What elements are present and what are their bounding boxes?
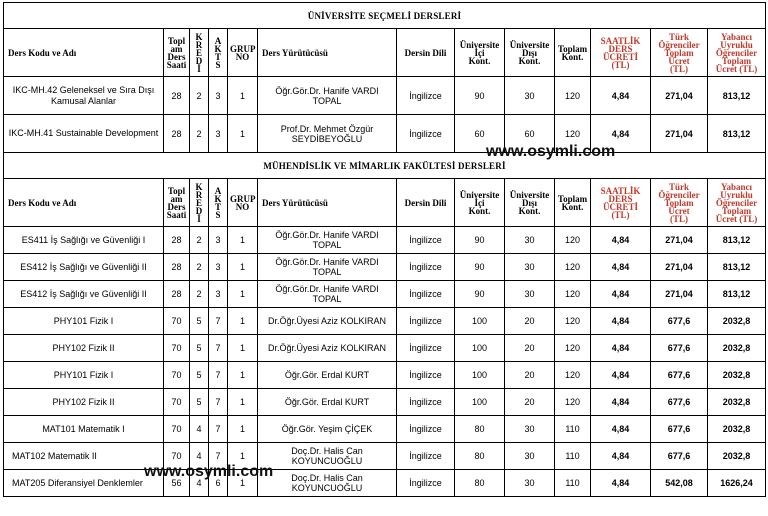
kredi: 2 — [190, 254, 209, 281]
grup-no: 1 — [228, 389, 258, 416]
course-name: PHY102 Fizik II — [4, 335, 164, 362]
ici-kont: 60 — [455, 115, 505, 153]
saatlik-ucret: 4,84 — [591, 115, 651, 153]
table-row — [4, 308, 766, 335]
akts: 7 — [209, 443, 228, 470]
turk-ucret: 271,04 — [651, 115, 708, 153]
lecturer: Öğr.Gör. Erdal KURT — [258, 362, 397, 389]
saatlik-ucret: 4,84 — [591, 308, 651, 335]
toplam-kont: 120 — [555, 115, 591, 153]
kredi: 5 — [190, 362, 209, 389]
disi-kont: 60 — [505, 115, 555, 153]
header-turk: Türk Öğrenciler Toplam Ücret (TL) — [651, 29, 708, 77]
lecturer: Doç.Dr. Halis Can KOYUNCUOĞLU — [258, 470, 397, 497]
ici-kont: 100 — [455, 389, 505, 416]
ici-kont: 90 — [455, 227, 505, 254]
kredi: 5 — [190, 308, 209, 335]
kredi: 5 — [190, 335, 209, 362]
grup-no: 1 — [228, 470, 258, 497]
ici-kont: 80 — [455, 443, 505, 470]
ici-kont: 80 — [455, 416, 505, 443]
yabanci-ucret: 1626,24 — [708, 470, 766, 497]
table-row — [4, 389, 766, 416]
table-row — [4, 470, 766, 497]
table-row — [4, 115, 766, 153]
course-name: MAT102 Matematik II — [4, 443, 164, 470]
toplam-kont: 110 — [555, 470, 591, 497]
lecturer: Doç.Dr. Halis Can KOYUNCUOĞLU — [258, 443, 397, 470]
disi-kont: 30 — [505, 281, 555, 308]
yabanci-ucret: 813,12 — [708, 227, 766, 254]
yabanci-ucret: 2032,8 — [708, 389, 766, 416]
grup-no: 1 — [228, 335, 258, 362]
header-kredi: K R E D İ — [190, 179, 209, 227]
disi-kont: 30 — [505, 227, 555, 254]
yabanci-ucret: 813,12 — [708, 77, 766, 115]
ici-kont: 100 — [455, 362, 505, 389]
toplam-kont: 120 — [555, 389, 591, 416]
disi-kont: 30 — [505, 470, 555, 497]
course-name: MAT101 Matematik I — [4, 416, 164, 443]
disi-kont: 30 — [505, 443, 555, 470]
yabanci-ucret: 2032,8 — [708, 308, 766, 335]
grup-no: 1 — [228, 227, 258, 254]
toplam-kont: 120 — [555, 254, 591, 281]
grup-no: 1 — [228, 281, 258, 308]
fee-table — [3, 2, 766, 497]
saatlik-ucret: 4,84 — [591, 470, 651, 497]
lecturer: Öğr.Gör.Dr. Hanife VARDI TOPAL — [258, 281, 397, 308]
grup-no: 1 — [228, 254, 258, 281]
grup-no: 1 — [228, 77, 258, 115]
turk-ucret: 271,04 — [651, 281, 708, 308]
toplam-kont: 120 — [555, 335, 591, 362]
akts: 7 — [209, 308, 228, 335]
toplam-saat: 28 — [164, 115, 190, 153]
kredi: 2 — [190, 227, 209, 254]
disi-kont: 20 — [505, 362, 555, 389]
akts: 3 — [209, 227, 228, 254]
ici-kont: 100 — [455, 335, 505, 362]
grup-no: 1 — [228, 443, 258, 470]
header-yabanci: Yabancı Uyruklu Öğrenciler Toplam Ücret (TL) — [708, 179, 766, 227]
turk-ucret: 271,04 — [651, 254, 708, 281]
akts: 3 — [209, 77, 228, 115]
language: İngilizce — [397, 416, 455, 443]
toplam-kont: 120 — [555, 77, 591, 115]
section-title-row — [4, 3, 766, 29]
header-yurutucu: Ders Yürütücüsü — [258, 179, 397, 227]
disi-kont: 20 — [505, 308, 555, 335]
language: İngilizce — [397, 115, 455, 153]
turk-ucret: 677,6 — [651, 416, 708, 443]
toplam-kont: 120 — [555, 227, 591, 254]
watermark: www.osymli.com — [144, 463, 274, 480]
section-title: MÜHENDİSLİK VE MİMARLIK FAKÜLTESİ DERSLERİ — [4, 153, 766, 179]
language: İngilizce — [397, 335, 455, 362]
header-yurutucu: Ders Yürütücüsü — [258, 29, 397, 77]
toplam-saat: 28 — [164, 254, 190, 281]
lecturer: Prof.Dr. Mehmet Özgür SEYDİBEYOĞLU — [258, 115, 397, 153]
language: İngilizce — [397, 281, 455, 308]
lecturer: Öğr.Gör.Dr. Hanife VARDI TOPAL — [258, 77, 397, 115]
turk-ucret: 677,6 — [651, 443, 708, 470]
yabanci-ucret: 2032,8 — [708, 416, 766, 443]
language: İngilizce — [397, 470, 455, 497]
table-row — [4, 335, 766, 362]
course-name: IKC-MH.41 Sustainable Development — [4, 115, 164, 153]
course-name: MAT205 Diferansiyel Denklemler — [4, 470, 164, 497]
toplam-kont: 110 — [555, 443, 591, 470]
course-name: ES412 İş Sağlığı ve Güvenliği II — [4, 254, 164, 281]
course-name: PHY101 Fizik I — [4, 362, 164, 389]
language: İngilizce — [397, 308, 455, 335]
akts: 3 — [209, 281, 228, 308]
saatlik-ucret: 4,84 — [591, 416, 651, 443]
disi-kont: 30 — [505, 254, 555, 281]
akts: 3 — [209, 115, 228, 153]
ici-kont: 80 — [455, 470, 505, 497]
header-dil: Dersin Dili — [397, 179, 455, 227]
lecturer: Dr.Öğr.Üyesi Aziz KOLKIRAN — [258, 308, 397, 335]
akts: 7 — [209, 416, 228, 443]
kredi: 4 — [190, 443, 209, 470]
kredi: 4 — [190, 416, 209, 443]
header-turk: Türk Öğrenciler Toplam Ücret (TL) — [651, 179, 708, 227]
ici-kont: 90 — [455, 254, 505, 281]
lecturer: Öğr.Gör.Dr. Hanife VARDI TOPAL — [258, 227, 397, 254]
header-toplam-kont: Toplam Kont. — [555, 179, 591, 227]
ici-kont: 90 — [455, 281, 505, 308]
turk-ucret: 271,04 — [651, 227, 708, 254]
header-disi: Üniversite Dışı Kont. — [505, 29, 555, 77]
akts: 6 — [209, 470, 228, 497]
watermark: www.osymli.com — [486, 143, 616, 160]
toplam-saat: 70 — [164, 443, 190, 470]
kredi: 4 — [190, 470, 209, 497]
section-title-row — [4, 153, 766, 179]
disi-kont: 30 — [505, 416, 555, 443]
table-row — [4, 77, 766, 115]
disi-kont: 20 — [505, 335, 555, 362]
table-row — [4, 227, 766, 254]
toplam-saat: 56 — [164, 470, 190, 497]
kredi: 2 — [190, 281, 209, 308]
lecturer: Dr.Öğr.Üyesi Aziz KOLKIRAN — [258, 335, 397, 362]
language: İngilizce — [397, 227, 455, 254]
header-row — [4, 29, 766, 77]
turk-ucret: 542,08 — [651, 470, 708, 497]
yabanci-ucret: 2032,8 — [708, 362, 766, 389]
turk-ucret: 677,6 — [651, 389, 708, 416]
toplam-saat: 28 — [164, 227, 190, 254]
header-disi: Üniversite Dışı Kont. — [505, 179, 555, 227]
toplam-saat: 70 — [164, 389, 190, 416]
yabanci-ucret: 813,12 — [708, 254, 766, 281]
language: İngilizce — [397, 443, 455, 470]
header-ici: Üniversite İçi Kont. — [455, 179, 505, 227]
table-row — [4, 281, 766, 308]
akts: 7 — [209, 335, 228, 362]
yabanci-ucret: 2032,8 — [708, 335, 766, 362]
course-name: ES411 İş Sağlığı ve Güvenliği I — [4, 227, 164, 254]
saatlik-ucret: 4,84 — [591, 362, 651, 389]
header-dil: Dersin Dili — [397, 29, 455, 77]
toplam-saat: 70 — [164, 335, 190, 362]
ici-kont: 100 — [455, 308, 505, 335]
header-toplam-kont: Toplam Kont. — [555, 29, 591, 77]
table-row — [4, 254, 766, 281]
toplam-saat: 70 — [164, 362, 190, 389]
table-row — [4, 443, 766, 470]
lecturer: Öğr.Gör. Yeşim ÇİÇEK — [258, 416, 397, 443]
header-saatlik: SAATLİK DERS ÜCRETİ (TL) — [591, 29, 651, 77]
turk-ucret: 677,6 — [651, 335, 708, 362]
header-toplam-saat: Topl am Ders Saati — [164, 179, 190, 227]
yabanci-ucret: 2032,8 — [708, 443, 766, 470]
saatlik-ucret: 4,84 — [591, 281, 651, 308]
table-row — [4, 362, 766, 389]
toplam-kont: 110 — [555, 416, 591, 443]
course-name: IKC-MH.42 Geleneksel ve Sıra Dışı Kamusal Alanlar — [4, 77, 164, 115]
header-yabanci: Yabancı Uyruklu Öğrenciler Toplam Ücret (TL) — [708, 29, 766, 77]
header-ici: Üniversite İçi Kont. — [455, 29, 505, 77]
toplam-kont: 120 — [555, 281, 591, 308]
course-name: ES412 İş Sağlığı ve Güvenliği II — [4, 281, 164, 308]
akts: 7 — [209, 389, 228, 416]
toplam-saat: 70 — [164, 308, 190, 335]
toplam-saat: 28 — [164, 77, 190, 115]
language: İngilizce — [397, 362, 455, 389]
section-title: ÜNİVERSİTE SEÇMELİ DERSLERİ — [4, 3, 766, 29]
toplam-kont: 120 — [555, 362, 591, 389]
header-akts: A K T S — [209, 179, 228, 227]
turk-ucret: 271,04 — [651, 77, 708, 115]
header-ders-kodu: Ders Kodu ve Adı — [4, 29, 164, 77]
akts: 3 — [209, 254, 228, 281]
saatlik-ucret: 4,84 — [591, 254, 651, 281]
toplam-kont: 120 — [555, 308, 591, 335]
header-grup: GRUP NO — [228, 179, 258, 227]
akts: 7 — [209, 362, 228, 389]
header-grup: GRUP NO — [228, 29, 258, 77]
saatlik-ucret: 4,84 — [591, 227, 651, 254]
kredi: 2 — [190, 77, 209, 115]
language: İngilizce — [397, 77, 455, 115]
header-akts: A K T S — [209, 29, 228, 77]
table-row — [4, 416, 766, 443]
turk-ucret: 677,6 — [651, 308, 708, 335]
saatlik-ucret: 4,84 — [591, 77, 651, 115]
course-name: PHY102 Fizik II — [4, 389, 164, 416]
header-kredi: K R E D İ — [190, 29, 209, 77]
toplam-saat: 70 — [164, 416, 190, 443]
saatlik-ucret: 4,84 — [591, 443, 651, 470]
grup-no: 1 — [228, 362, 258, 389]
language: İngilizce — [397, 389, 455, 416]
saatlik-ucret: 4,84 — [591, 335, 651, 362]
kredi: 5 — [190, 389, 209, 416]
yabanci-ucret: 813,12 — [708, 281, 766, 308]
language: İngilizce — [397, 254, 455, 281]
turk-ucret: 677,6 — [651, 362, 708, 389]
header-toplam-saat: Topl am Ders Saati — [164, 29, 190, 77]
toplam-saat: 28 — [164, 281, 190, 308]
lecturer: Öğr.Gör.Dr. Hanife VARDI TOPAL — [258, 254, 397, 281]
disi-kont: 20 — [505, 389, 555, 416]
disi-kont: 30 — [505, 77, 555, 115]
header-ders-kodu: Ders Kodu ve Adı — [4, 179, 164, 227]
grup-no: 1 — [228, 416, 258, 443]
grup-no: 1 — [228, 115, 258, 153]
header-saatlik: SAATLİK DERS ÜCRETİ (TL) — [591, 179, 651, 227]
grup-no: 1 — [228, 308, 258, 335]
header-row — [4, 179, 766, 227]
course-name: PHY101 Fizik I — [4, 308, 164, 335]
ici-kont: 90 — [455, 77, 505, 115]
saatlik-ucret: 4,84 — [591, 389, 651, 416]
lecturer: Öğr.Gör. Erdal KURT — [258, 389, 397, 416]
kredi: 2 — [190, 115, 209, 153]
yabanci-ucret: 813,12 — [708, 115, 766, 153]
